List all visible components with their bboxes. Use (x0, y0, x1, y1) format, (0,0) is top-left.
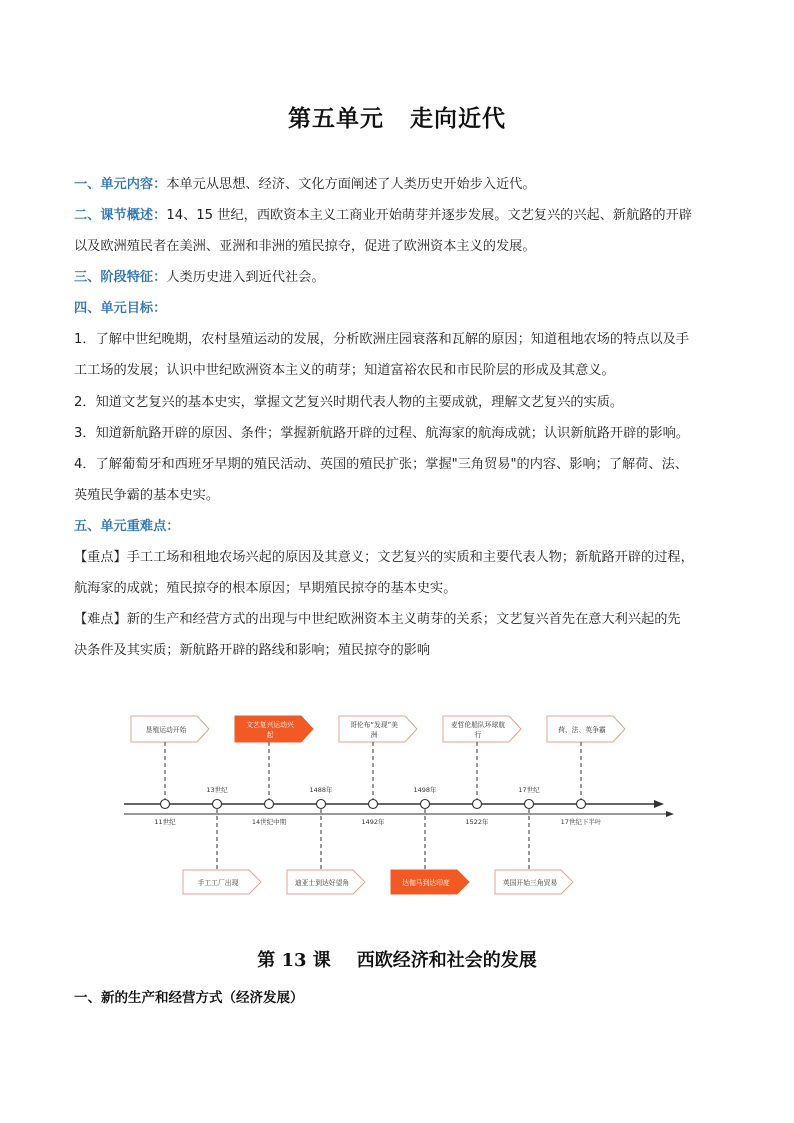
overview-text-1: 14、15 世纪，西欧资本主义工商业开始萌芽并逐步发展。文艺复兴的兴起、新航路的开辟 (166, 208, 692, 223)
lower-tick-label: 14世纪中期 (251, 818, 287, 826)
lower-tick-label: 1522年 (465, 818, 489, 826)
event-label: 荷、法、英争霸 (558, 726, 606, 734)
unit-title-number: 第五单元 (288, 106, 384, 132)
timeline-node (525, 800, 534, 809)
content-line (74, 175, 724, 195)
timeline-node (161, 800, 170, 809)
timeline-node (473, 800, 482, 809)
goal-1a: 1．了解中世纪晚期，农村垦殖运动的发展，分析欧洲庄园衰落和瓦解的原因；知道租地农场的特点以及手 (74, 332, 690, 347)
overview-line-1 (74, 206, 724, 226)
event-label: 洲 (370, 731, 378, 739)
keypoints-heading (74, 517, 724, 537)
feature-text: 人类历史进入到近代社会。 (166, 270, 325, 285)
timeline-arrow (654, 800, 664, 808)
event-label: 迪亚士到达好望角 (294, 879, 350, 887)
goals-heading (74, 299, 724, 319)
lower-tick-label: 17世纪下半叶 (560, 818, 602, 826)
hard-tag: 【难点】 (74, 612, 127, 627)
upper-tick-label: 1488年 (309, 786, 333, 794)
keypoints-label: 五、单元重难点： (74, 519, 180, 534)
event-label: 麦哲伦船队环球航 (450, 721, 506, 729)
timeline-node (577, 800, 586, 809)
unit-title (0, 100, 794, 133)
history-timeline (118, 704, 678, 904)
key-line-2: 航海家的成就；殖民掠夺的根本原因；早期殖民掠夺的基本史实。 (74, 581, 457, 596)
event-label: 达伽马到达印度 (402, 879, 450, 887)
content-text: 本单元从思想、经济、文化方面阐述了人类历史开始步入近代。 (166, 177, 536, 192)
event-label: 哥伦布“发现”美 (350, 721, 398, 729)
event-box (339, 716, 417, 742)
unit-title-name: 走向近代 (410, 106, 506, 132)
lesson-name: 西欧经济和社会的发展 (356, 950, 537, 971)
goal-3: 3．知道新航路开辟的原因、条件；掌握新航路开辟的过程、航海家的航海成就；认识新航路开辟的影响。 (74, 426, 690, 441)
hard-text-1: 新的生产和经营方式的出现与中世纪欧洲资本主义萌芽的关系；文艺复兴首先在意大利兴起的先 (126, 612, 681, 627)
lesson-number: 第 13 课 (257, 950, 331, 971)
hard-line-1 (74, 610, 724, 630)
feature-line (74, 268, 724, 288)
event-box (443, 716, 521, 742)
overview-line-2: 以及欧洲殖民者在美洲、亚洲和非洲的殖民掠夺，促进了欧洲资本主义的发展。 (74, 239, 536, 254)
section-heading: 一、新的生产和经营方式（经济发展） (74, 990, 304, 1006)
goal-2: 2．知道文艺复兴的基本史实，掌握文艺复兴时期代表人物的主要成就，理解文艺复兴的实质。 (74, 395, 624, 410)
upper-tick-label: 13世纪 (206, 786, 228, 794)
event-label: 行 (474, 731, 482, 739)
lower-tick-label: 11世纪 (154, 818, 176, 826)
key-line-1 (74, 548, 724, 568)
key-tag: 【重点】 (74, 550, 127, 565)
overview-label: 二、课节概述： (74, 208, 167, 223)
goal-1b: 工工场的发展；认识中世纪欧洲资本主义的萌芽；知道富裕农民和市民阶层的形成及其意义。 (74, 363, 615, 378)
timeline-node (265, 800, 274, 809)
hard-line-2: 决条件及其实质；新航路开辟的路线和影响；殖民掠夺的影响 (74, 643, 431, 658)
timeline-node (369, 800, 378, 809)
event-label: 文艺复兴运动兴 (246, 721, 294, 729)
content-label: 一、单元内容： (74, 177, 167, 192)
feature-label: 三、阶段特征： (74, 270, 167, 285)
event-label: 垦殖运动开始 (145, 726, 187, 734)
timeline-subarrow (666, 811, 674, 817)
event-label: 手工工厂出现 (197, 879, 239, 887)
goals-label: 四、单元目标： (74, 301, 167, 316)
timeline-svg (118, 704, 678, 904)
timeline-node (421, 800, 430, 809)
upper-tick-label: 17世纪 (518, 786, 540, 794)
lesson-title (0, 946, 794, 972)
goal-4a: 4．了解葡萄牙和西班牙早期的殖民活动、英国的殖民扩张；掌握"三角贸易"的内容、影响；了解荷、法、 (74, 457, 688, 472)
event-label: 英国开始三角贸易 (502, 879, 558, 887)
timeline-node (213, 800, 222, 809)
event-box (235, 716, 313, 742)
event-label: 起 (266, 731, 274, 739)
timeline-node (317, 800, 326, 809)
lower-tick-label: 1492年 (361, 818, 385, 826)
key-text-1: 手工工场和租地农场兴起的原因及其意义；文艺复兴的实质和主要代表人物；新航路开辟的过程， (126, 550, 694, 565)
upper-tick-label: 1498年 (413, 786, 437, 794)
goal-4b: 英殖民争霸的基本史实。 (74, 488, 220, 503)
